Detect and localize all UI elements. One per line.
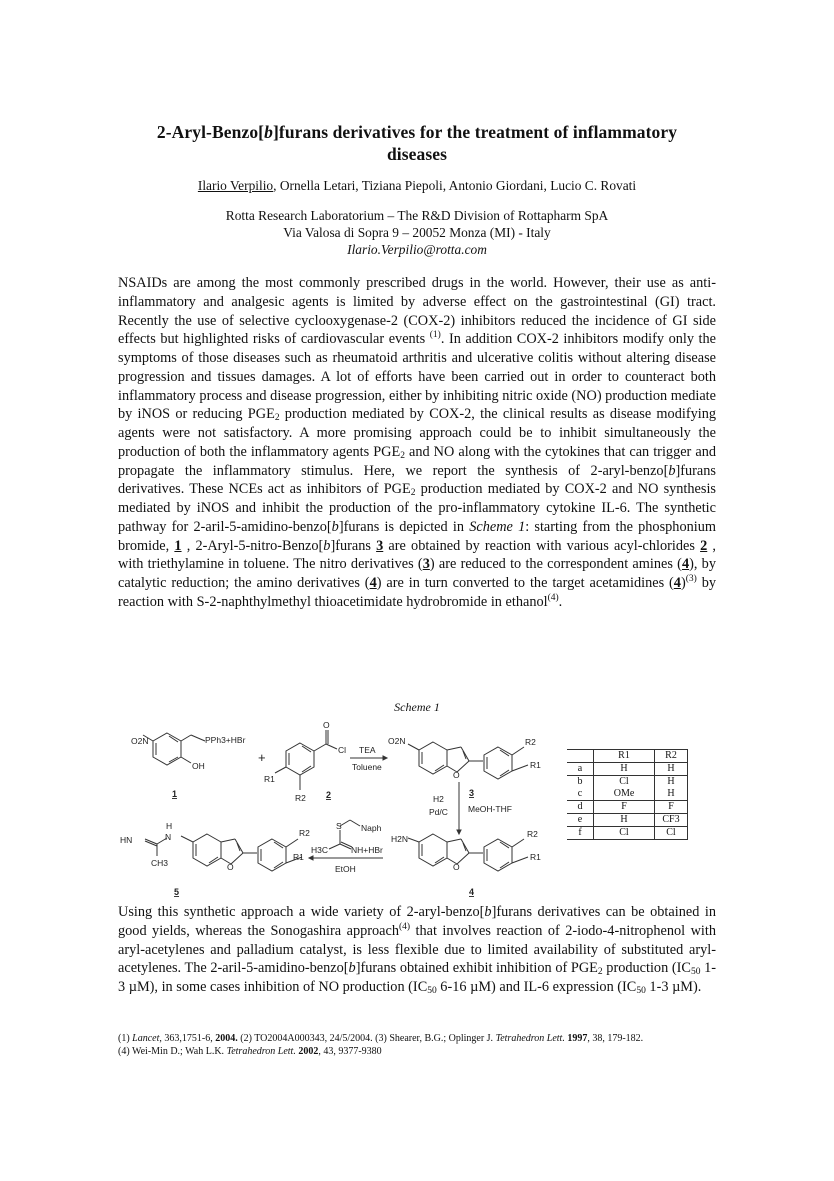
- table-header: R2: [655, 750, 688, 763]
- text: ]furans derivatives can be obtained in good yields, whereas the Sonogashira approach: [118, 904, 716, 939]
- hydroxyl-group: OH: [192, 761, 205, 771]
- solvent-etoh: EtOH: [335, 864, 356, 874]
- methyl-group: CH3: [151, 858, 169, 868]
- compound-label-5: 5: [174, 887, 180, 897]
- scheme-caption: Scheme 1: [394, 700, 440, 714]
- text: production (IC: [602, 960, 691, 977]
- italic: b: [323, 537, 331, 554]
- subscript: 2: [597, 967, 603, 978]
- furan-oxygen: O: [453, 862, 460, 872]
- text: ) are reduced to the correspondent amines (: [429, 556, 682, 573]
- table-row: [567, 827, 688, 840]
- citation: (4): [399, 921, 411, 932]
- scheme-reference: Scheme 1: [469, 518, 526, 535]
- r1-group: R1: [530, 852, 541, 862]
- ref-text: , 363,1751-6,: [159, 1033, 216, 1044]
- ref-text: , 38, 179-182.: [587, 1033, 644, 1044]
- imine-hn: HN: [120, 835, 133, 845]
- reference-line: [118, 1032, 718, 1045]
- text: and NO along with the cytokines that can trigger and propagate the inflammatory stimulus. Here, we report the synthesis of 2-aryl-benzo[: [118, 443, 716, 479]
- table-cell: Cl: [655, 827, 688, 840]
- table-row: [567, 801, 688, 814]
- ref-year: 2004.: [215, 1033, 238, 1044]
- text: by reaction with S-2-naphthylmethyl thioacetimidate hydrobromide in ethanol: [118, 575, 716, 610]
- compound-4-structure: [408, 834, 528, 871]
- citation: (4): [547, 592, 559, 603]
- author-email: Ilario.Verpilio@rotta.com: [347, 242, 487, 257]
- furan-oxygen: O: [453, 770, 460, 780]
- table-cell: H: [655, 763, 688, 776]
- compound-ref: 4: [681, 556, 690, 573]
- results-paragraph: [118, 903, 716, 997]
- reagent-h2: H2: [433, 794, 444, 804]
- phosphonium-group: PPh3+HBr: [205, 735, 246, 745]
- table-cell: H: [594, 763, 655, 776]
- table-row: [567, 788, 688, 801]
- journal-name: Tetrahedron Lett.: [226, 1046, 296, 1057]
- table-cell: f: [567, 827, 594, 840]
- author-list: [110, 178, 724, 194]
- table-header-row: [567, 750, 688, 763]
- text: , with triethylamine in toluene. The nitro derivatives (: [118, 537, 716, 573]
- compound-3-structure: [408, 742, 528, 779]
- citation: (3): [685, 574, 697, 584]
- reference-line: [118, 1045, 718, 1058]
- citation: (1): [429, 330, 441, 341]
- paper-title: [110, 121, 724, 165]
- table-cell: c: [577, 788, 583, 799]
- table-row: [567, 776, 688, 789]
- text: 1-3 µM), in some cases inhibition of NO production (IC: [118, 960, 717, 995]
- r2-group: R2: [295, 793, 306, 803]
- co-authors: , Ornella Letari, Tiziana Piepoli, Antonio Giordani, Lucio C. Rovati: [273, 178, 637, 193]
- text: 6-16 µM) and IL-6 expression (IC: [436, 979, 637, 995]
- sulfur-atom: S: [336, 821, 342, 831]
- text: are obtained by reaction with various acyl-chlorides: [383, 537, 701, 554]
- presenting-author: Ilario Verpilio: [197, 178, 274, 193]
- methyl-group: H3C: [311, 845, 329, 855]
- journal-name: Tetrahedron Lett.: [495, 1033, 565, 1044]
- substituent-table: [567, 749, 688, 840]
- compound-ref: 3: [376, 537, 384, 554]
- italic: b: [331, 518, 339, 535]
- title-text: ]furans derivatives for the treatment of inflammatory: [272, 122, 678, 142]
- table-header: [567, 750, 594, 763]
- table-cell: b: [567, 776, 594, 789]
- catalyst-pdc: Pd/C: [429, 807, 448, 817]
- affiliation-line: Rotta Research Laboratorium – The R&D Division of Rottapharm SpA: [225, 208, 609, 223]
- r2-group: R2: [527, 829, 538, 839]
- compound-2-structure: [275, 730, 337, 790]
- text: ]furans is depicted in: [338, 518, 470, 535]
- text: , 2-Aryl-5-nitro-Benzo[: [181, 537, 324, 554]
- carbonyl-oxygen: O: [323, 720, 330, 730]
- r2-group: R2: [299, 828, 310, 838]
- compound-label-2: 2: [326, 790, 332, 800]
- nitro-group: O2N: [131, 736, 149, 746]
- ref-year: 1997: [564, 1033, 588, 1044]
- compound-ref: 4: [673, 575, 681, 591]
- reagent-tea: TEA: [359, 745, 376, 755]
- text: . In addition COX-2 inhibitors modify only the symptoms of those diseases such as rheumatoid arthritis and ulcerative colitis without altering disease progression and tissues damages. A lot of efforts have been carried out in order to counteract both inflammatory process and disease progression, either by inhibiting nitric oxide (NO) production mediate by iNOS or reducing PGE: [118, 331, 716, 423]
- table-cell: H: [655, 776, 688, 789]
- ref-text: (3) Shearer, B.G.; Oplinger J.: [375, 1033, 496, 1044]
- italic: b: [484, 904, 492, 920]
- italic: b: [668, 462, 676, 479]
- text: NSAIDs are among the most commonly prescribed drugs in the world. However, their use as anti-inflammatory and analgesic agents is limited by adverse effect on the gastrointestinal (GI) tract. Recently the use of selective cyclooxygenase-2 (COX-2) inhibitors reduced the incidence of GI side effects but highlighted risks of cardiovascular events: [118, 275, 716, 348]
- text: ]furans derivatives. These NCEs act as inhibitors of PGE: [118, 462, 716, 498]
- text: Using this synthetic approach a wide variety of 2-aryl-benzo[: [118, 904, 485, 920]
- title-text: 2-Aryl-Benzo[: [156, 122, 265, 142]
- text: ): [680, 575, 686, 591]
- table-row: [567, 763, 688, 776]
- text: .: [558, 593, 563, 610]
- title-italic-b: b: [264, 122, 273, 142]
- table-cell: Cl: [594, 827, 655, 840]
- table-cell: H: [655, 788, 688, 801]
- compound-label-3: 3: [469, 788, 475, 798]
- text: production mediated by COX-2, the clinical results as disease modifying agents were not satisfactory. A more promising approach could be to inhibit simultaneously the production of both the inflammatory agents PGE: [118, 406, 716, 460]
- affiliation-address: Via Valosa di Sopra 9 – 20052 Monza (MI) - Italy: [283, 225, 551, 240]
- reaction-scheme: [115, 718, 725, 903]
- table-cell: OMe: [594, 788, 655, 801]
- text: ]furans: [330, 537, 377, 554]
- table-cell: H: [594, 814, 655, 827]
- table-cell: Cl: [594, 776, 655, 789]
- compound-ref: 1: [174, 537, 182, 554]
- compound-label-4: 4: [469, 887, 475, 897]
- text: 1-3 µM).: [645, 979, 702, 995]
- subscript: 50: [690, 967, 701, 978]
- table-cell: d: [567, 801, 594, 814]
- table-cell: F: [655, 801, 688, 814]
- table-cell: F: [594, 801, 655, 814]
- ref-text: , 43, 9377-9380: [318, 1046, 382, 1057]
- table-row: [567, 814, 688, 827]
- text: ]furans obtained exhibit inhibition of PGE: [355, 960, 598, 977]
- table-cell: e: [567, 814, 594, 827]
- subscript: 2: [410, 488, 416, 499]
- naphthyl-group: Naph: [361, 823, 382, 833]
- amidine-n: N: [165, 832, 172, 842]
- compound-ref: 4: [369, 575, 377, 591]
- amidine-h: H: [166, 821, 173, 831]
- table-cell: CF3: [655, 814, 688, 827]
- r1-group: R1: [293, 852, 304, 862]
- amine-group: H2N: [391, 834, 409, 844]
- introduction-paragraph: [118, 274, 716, 612]
- text: that involves reaction of 2-iodo-4-nitrophenol with aryl-acetylenes and palladium catalyst, is less flexible due to limited availability of substituted aryl-acetylenes. The 2-aril-5-amidino-benzo[: [118, 922, 716, 977]
- compound-label-1: 1: [172, 789, 178, 799]
- text: ), by catalytic reduction; the amino derivatives (: [118, 556, 716, 591]
- affiliation: [110, 207, 724, 258]
- text: ) are in turn converted to the target acetamidines (: [376, 575, 674, 591]
- r2-group: R2: [525, 737, 536, 747]
- ref-number: (1): [118, 1033, 133, 1044]
- solvent-meoh-thf: MeOH-THF: [468, 804, 512, 814]
- compound-ref: 3: [422, 556, 430, 573]
- ref-text: (4) Wei-Min D.; Wah L.K.: [118, 1046, 227, 1057]
- solvent-toluene: Toluene: [352, 762, 382, 772]
- ref-year: 2002: [295, 1046, 319, 1057]
- table-cell: a: [567, 763, 594, 776]
- journal-name: Lancet: [132, 1033, 160, 1044]
- chloride-group: Cl: [338, 745, 347, 755]
- nitro-group: O2N: [388, 736, 406, 746]
- subscript: 2: [400, 450, 405, 461]
- imine-hbr: NH+HBr: [351, 845, 383, 855]
- r1-group: R1: [530, 760, 541, 770]
- subscript: 50: [427, 986, 437, 996]
- plus-sign: +: [258, 750, 266, 765]
- ref-text: (2) TO2004A000343, 24/5/2004.: [237, 1033, 376, 1044]
- text: : starting from the phosphonium bromide,: [118, 518, 716, 554]
- r1-group: R1: [264, 774, 275, 784]
- title-text: diseases: [386, 144, 448, 164]
- table-header: R1: [594, 750, 655, 763]
- references: [118, 1032, 718, 1058]
- italic: b: [348, 960, 356, 977]
- subscript: 2: [274, 413, 280, 424]
- compound-ref: 2: [700, 537, 708, 554]
- furan-oxygen: O: [227, 862, 234, 872]
- subscript: 50: [636, 986, 646, 996]
- benzene-ring: [153, 733, 181, 765]
- text: production mediated by COX-2 and NO synthesis mediated by iNOS and inhibit the production of the pro-inflammatory cytokine IL-6. The synthetic pathway for 2-aril-5-amidino-benzo[: [118, 481, 716, 535]
